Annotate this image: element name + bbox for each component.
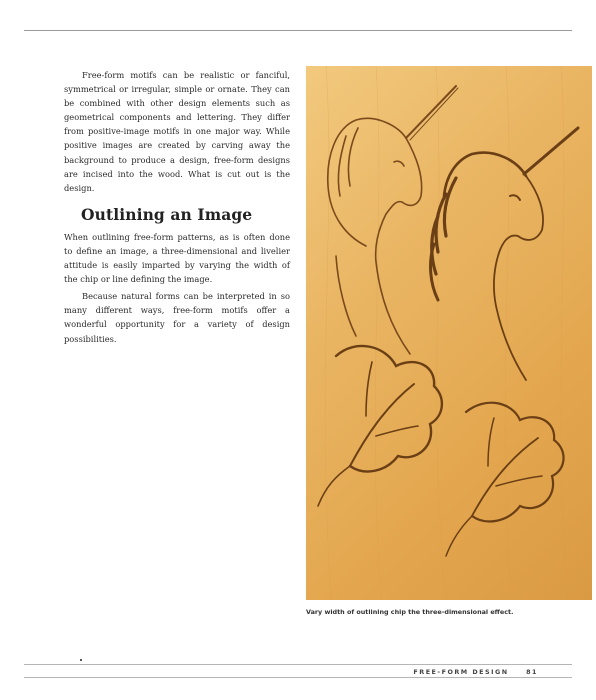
running-head: FREE-FORM DESIGN bbox=[413, 668, 509, 676]
unicorn-carved-right bbox=[431, 128, 578, 380]
bottom-rule-upper bbox=[24, 664, 572, 665]
footer-dot bbox=[80, 659, 82, 661]
paragraph-natural-forms: Because natural forms can be interpreted in so many different ways, free-form motifs offer a wonderful opportunity for a variety of design possibilities. bbox=[64, 291, 290, 344]
text-column bbox=[64, 68, 290, 346]
intro-paragraph: Free-form motifs can be realistic or fanciful, symmetrical or irregular, simple or ornate. They can be combined with other design elements such as geometrical components and lettering. They differ from positive-image motifs in one major way. While positive images are created by carving away the background to produce a design, free-form designs are incised into the wood. What is cut out is the design. bbox=[64, 70, 290, 193]
leaf-carved-left bbox=[318, 346, 442, 506]
page-footer bbox=[413, 668, 538, 676]
page-number: 81 bbox=[526, 668, 538, 676]
figure-caption: Vary width of outlining chip the three-dimensional effect. bbox=[306, 608, 514, 616]
leaf-carved-right bbox=[446, 403, 564, 556]
bottom-rule-lower bbox=[24, 677, 572, 678]
top-rule bbox=[24, 30, 572, 31]
carved-motifs-illustration bbox=[306, 66, 592, 600]
section-heading: Outlining an Image bbox=[81, 204, 253, 224]
paragraph-outlining: When outlining free-form patterns, as is often done to define an image, a three-dimensional and livelier attitude is easily imparted by varying the width of the chip or line defining the image. bbox=[64, 231, 290, 285]
carving-photo bbox=[306, 66, 592, 600]
wood-grain bbox=[325, 66, 568, 600]
